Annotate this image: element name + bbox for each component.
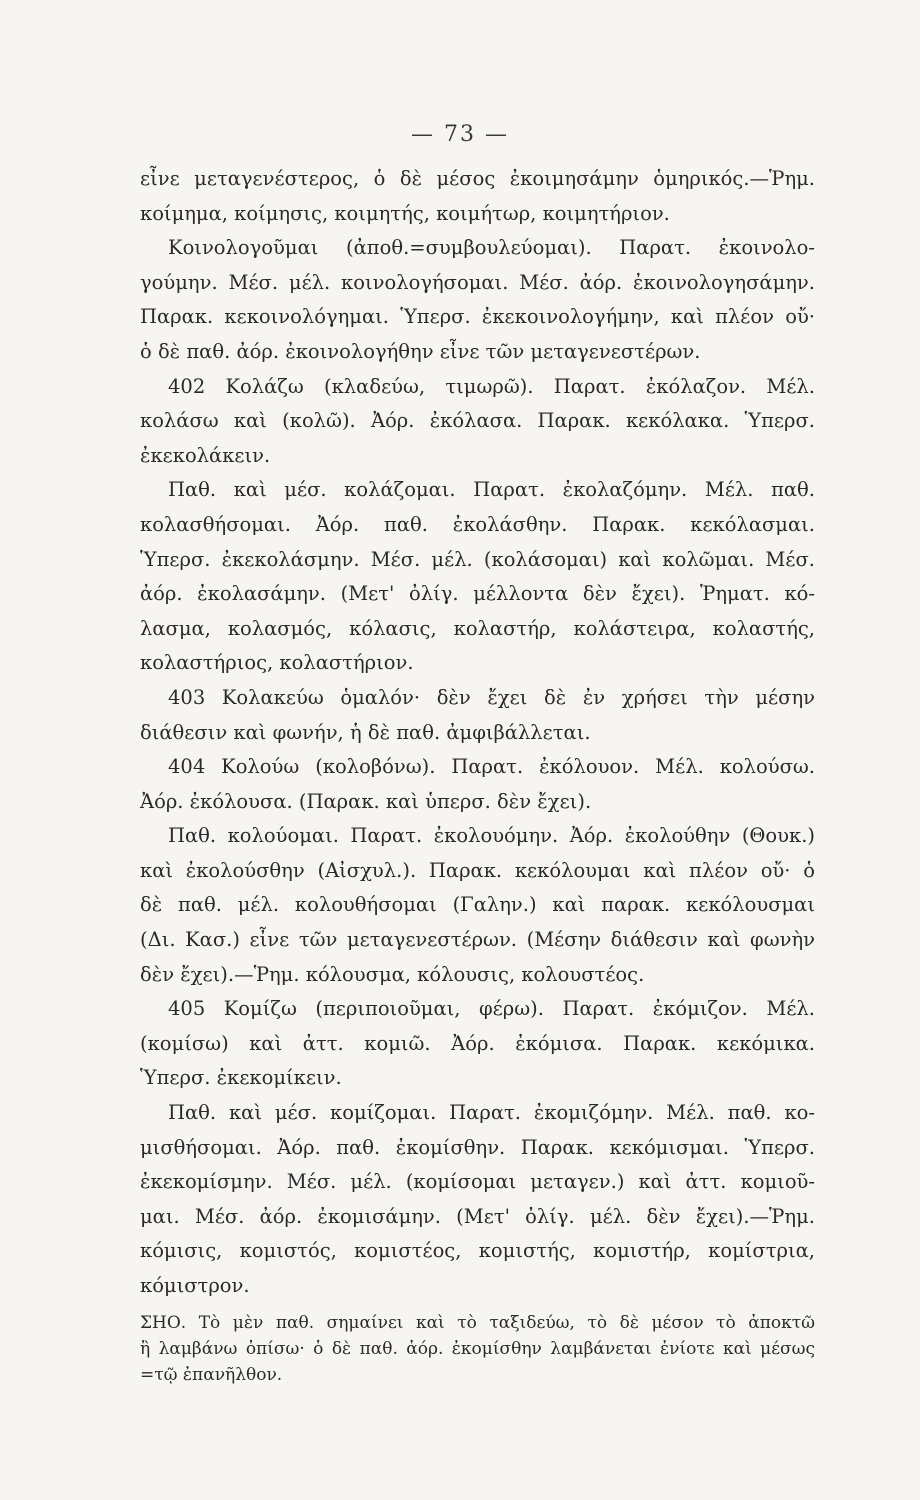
- note-line: ἢ λαμβάνω ὀπίσω· ὁ δὲ παθ. ἀόρ. ἐκομίσθην λαμβάνεται ἐνίοτε καὶ μέσως: [140, 1338, 815, 1359]
- text-line: 404 Κολούω (κολοβόνω). Παρατ. ἐκόλουον. Μέλ. κολούσω.: [168, 755, 815, 779]
- note-block: [140, 1310, 815, 1388]
- note-line: =τῷ ἐπανῆλθον.: [140, 1364, 283, 1385]
- entry-text-block: [140, 162, 815, 1388]
- text-line: Παθ. κολούομαι. Παρατ. ἐκολουόμην. Ἀόρ. ἐκολούθην (Θουκ.): [168, 824, 815, 848]
- text-line: εἶνε μεταγενέστερος, ὁ δὲ μέσος ἐκοιμησάμην ὁμηρικός.—Ῥημ.: [140, 167, 815, 190]
- body-lines: [140, 162, 815, 1304]
- text-line: μαι. Μέσ. ἀόρ. ἐκομισάμην. (Μετ' ὀλίγ. μέλ. δὲν ἔχει).—Ῥημ.: [140, 1204, 815, 1228]
- page-number: — 73 —: [411, 122, 509, 147]
- text-line: (Δι. Κασ.) εἶνε τῶν μεταγενεστέρων. (Μέσην διάθεσιν καὶ φωνὴν: [140, 928, 815, 952]
- text-line: κολαστήριος, κολαστήριον.: [140, 651, 414, 675]
- text-line: Παθ. καὶ μέσ. κομίζομαι. Παρατ. ἐκομιζόμην. Μέλ. παθ. κο-: [168, 1101, 815, 1125]
- text-line: κόμιστρον.: [140, 1274, 250, 1297]
- text-line: ὁ δὲ παθ. ἀόρ. ἐκοινολογήθην εἶνε τῶν μεταγενεστέρων.: [140, 339, 701, 363]
- text-line: ἐκεκολάκειν.: [140, 443, 271, 467]
- text-line: κοίμημα, κοίμησις, κοιμητής, κοιμήτωρ, κοιμητήριον.: [140, 201, 670, 225]
- text-line: Παθ. καὶ μέσ. κολάζομαι. Παρατ. ἐκολαζόμην. Μέλ. παθ.: [168, 478, 815, 502]
- text-line: διάθεσιν καὶ φωνήν, ἡ δὲ παθ. ἀμφιβάλλεται.: [140, 720, 591, 744]
- text-line: ἐκεκομίσμην. Μέσ. μέλ. (κομίσομαι μεταγεν.) καὶ ἀττ. κομιοῦ-: [140, 1170, 815, 1194]
- text-line: δὲν ἔχει).—Ῥημ. κόλουσμα, κόλουσις, κολουστέος.: [140, 962, 645, 986]
- text-line: λασμα, κολασμός, κόλασις, κολαστήρ, κολάστειρα, κολαστής,: [140, 616, 815, 640]
- text-line: δὲ παθ. μέλ. κολουθήσομαι (Γαλην.) καὶ παρακ. κεκόλουσμαι: [140, 893, 815, 917]
- text-line: (κομίσω) καὶ ἀττ. κομιῶ. Ἀόρ. ἐκόμισα. Παρακ. κεκόμικα.: [140, 1031, 815, 1055]
- text-line: κολασθήσομαι. Ἀόρ. παθ. ἐκολάσθην. Παρακ. κεκόλασμαι.: [140, 512, 815, 536]
- text-line: 405 Κομίζω (περιποιοῦμαι, φέρω). Παρατ. ἐκόμιζον. Μέλ.: [168, 997, 815, 1021]
- text-line: Ὑπερσ. ἐκεκομίκειν.: [140, 1066, 342, 1090]
- text-line: Ἀόρ. ἐκόλουσα. (Παρακ. καὶ ὑπερσ. δὲν ἔχει).: [140, 789, 592, 813]
- text-line: ἀόρ. ἐκολασάμην. (Μετ' ὀλίγ. μέλλοντα δὲν ἔχει). Ῥηματ. κό-: [140, 582, 815, 606]
- text-line: κόμισις, κομιστός, κομιστέος, κομιστής, κομιστήρ, κομίστρια,: [140, 1239, 815, 1263]
- text-line: 403 Κολακεύω ὁμαλόν· δὲν ἔχει δὲ ἐν χρήσει τὴν μέσην: [168, 685, 815, 709]
- text-line: Παρακ. κεκοινολόγημαι. Ὑπερσ. ἐκεκοινολογήμην, καὶ πλέον οὔ·: [140, 305, 815, 329]
- text-line: καὶ ἐκολούσθην (Αἰσχυλ.). Παρακ. κεκόλουμαι καὶ πλέον οὔ· ὁ: [140, 858, 815, 882]
- note-line: ΣΗΟ. Τὸ μὲν παθ. σημαίνει καὶ τὸ ταξιδεύω, τὸ δὲ μέσον τὸ ἀποκτῶ: [140, 1312, 815, 1333]
- text-line: Ὑπερσ. ἐκεκολάσμην. Μέσ. μέλ. (κολάσομαι) καὶ κολῶμαι. Μέσ.: [140, 547, 815, 571]
- text-line: Κοινολογοῦμαι (ἀποθ.=συμβουλεύομαι). Παρατ. ἐκοινολο-: [168, 236, 815, 260]
- text-line: γούμην. Μέσ. μέλ. κοινολογήσομαι. Μέσ. ἀόρ. ἐκοινολογησάμην.: [140, 270, 815, 294]
- text-line: κολάσω καὶ (κολῶ). Ἀόρ. ἐκόλασα. Παρακ. κεκόλακα. Ὑπερσ.: [140, 409, 815, 433]
- text-line: μισθήσομαι. Ἀόρ. παθ. ἐκομίσθην. Παρακ. κεκόμισμαι. Ὑπερσ.: [140, 1135, 815, 1159]
- text-line: 402 Κολάζω (κλαδεύω, τιμωρῶ). Παρατ. ἐκόλαζον. Μέλ.: [168, 374, 815, 398]
